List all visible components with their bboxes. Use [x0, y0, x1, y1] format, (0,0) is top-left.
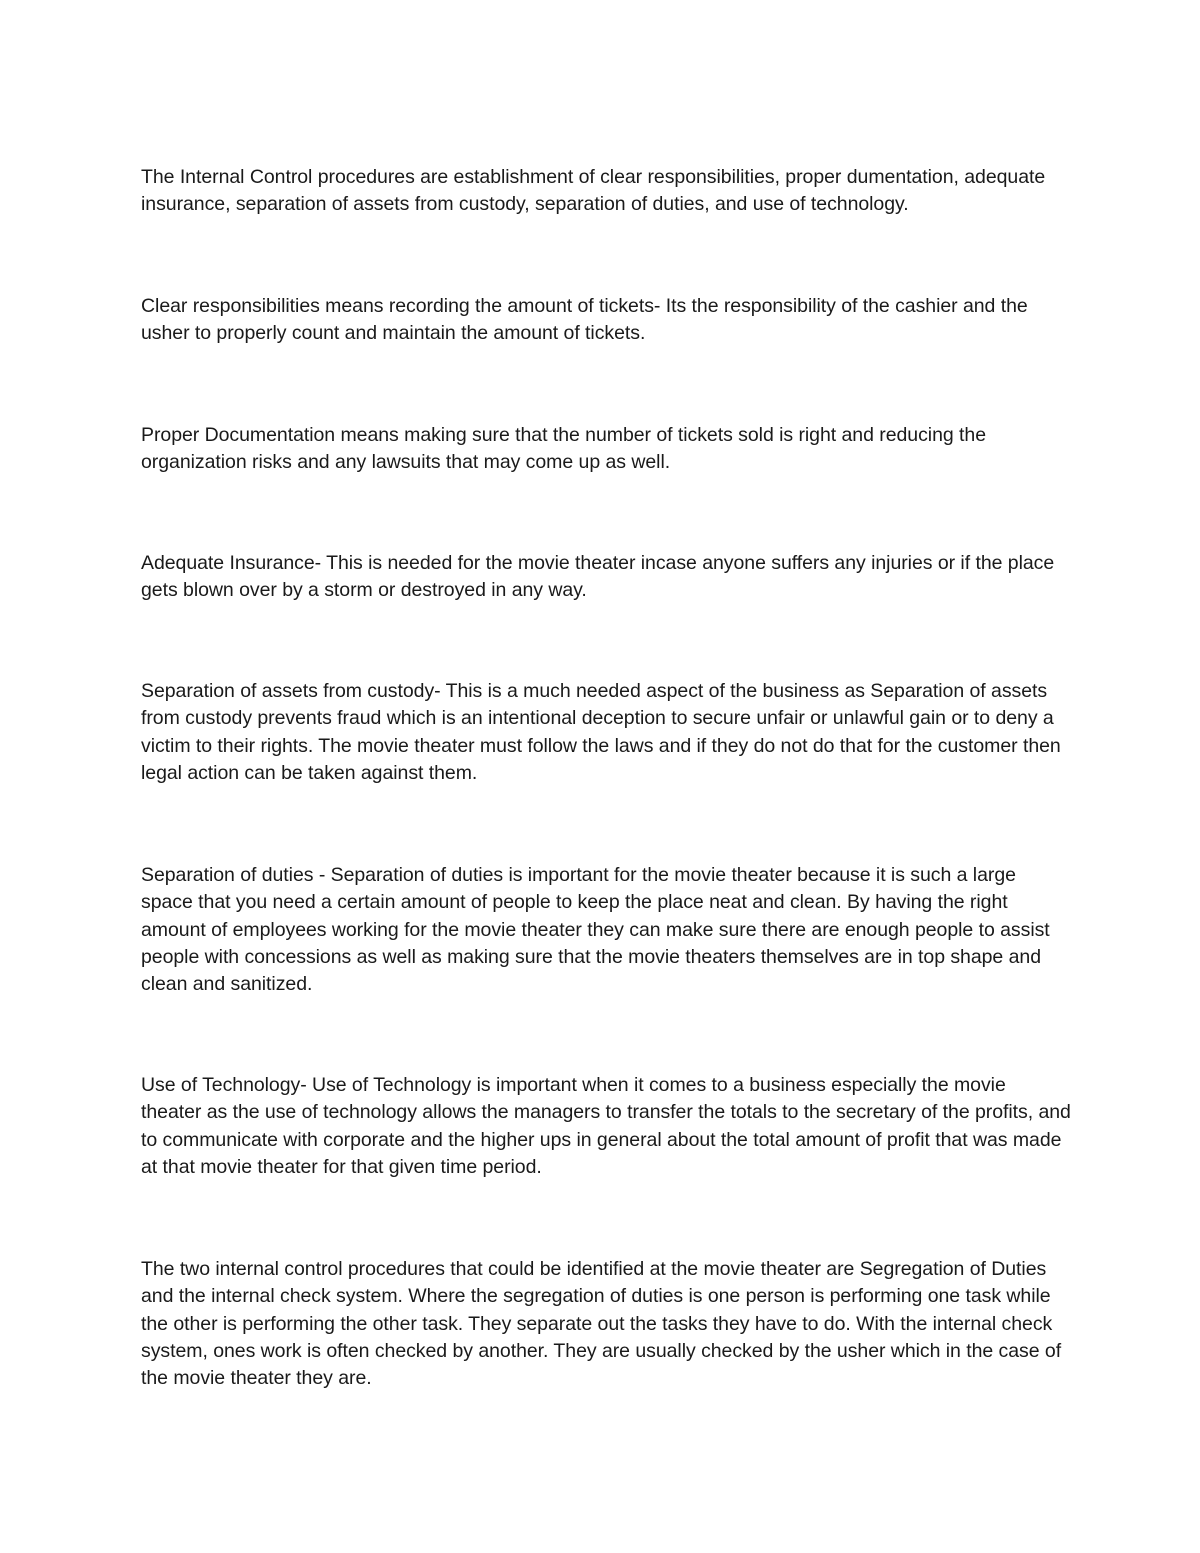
paragraph-adequate-insurance: Adequate Insurance- This is needed for the movie theater incase anyone suffers any injuries or if the place gets blown over by a storm or destroyed in any way. [141, 552, 1055, 602]
paragraph-separation-of-duties: Separation of duties - Separation of duties is important for the movie theater because it is such a large space that you need a certain amount of people to keep the place neat and clean. By having the right amount of employees working for the movie theater they can make sure there are enough people to assist people with concessions as well as making sure that the movie theaters themselves are in top shape and clean and sanitized. [141, 864, 1050, 996]
paragraph-two-procedures-identified: The two internal control procedures that could be identified at the movie theater are Segregation of Duties and the internal check system. Where the segregation of duties is one person is performing one task while the other is performing the other task. They separate out the tasks they have to do. With the internal check system, ones work is often checked by another. They are usually checked by the usher which in the case of the movie theater they are. [141, 1258, 1062, 1390]
paragraph-proper-documentation: Proper Documentation means making sure that the number of tickets sold is right and reducing the organization risks and any lawsuits that may come up as well. [141, 424, 986, 474]
paragraph-separation-of-assets: Separation of assets from custody- This is a much needed aspect of the business as Separation of assets from custody prevents fraud which is an intentional deception to secure unfair or unlawful gain or to deny a victim to their rights. The movie theater must follow the laws and if they do not do that for the customer then legal action can be taken against them. [141, 680, 1061, 784]
paragraph-internal-control-overview: The Internal Control procedures are establishment of clear responsibilities, proper dumentation, adequate insurance, separation of assets from custody, separation of duties, and use of technology. [141, 166, 1046, 216]
paragraph-clear-responsibilities: Clear responsibilities means recording the amount of tickets- Its the responsibility of the cashier and the usher to properly count and maintain the amount of tickets. [141, 295, 1028, 345]
paragraph-use-of-technology: Use of Technology- Use of Technology is important when it comes to a business especially the movie theater as the use of technology allows the managers to transfer the totals to the secretary of the profits, and to communicate with corporate and the higher ups in general about the total amount of profit that was made at that movie theater for that given time period. [141, 1074, 1071, 1178]
